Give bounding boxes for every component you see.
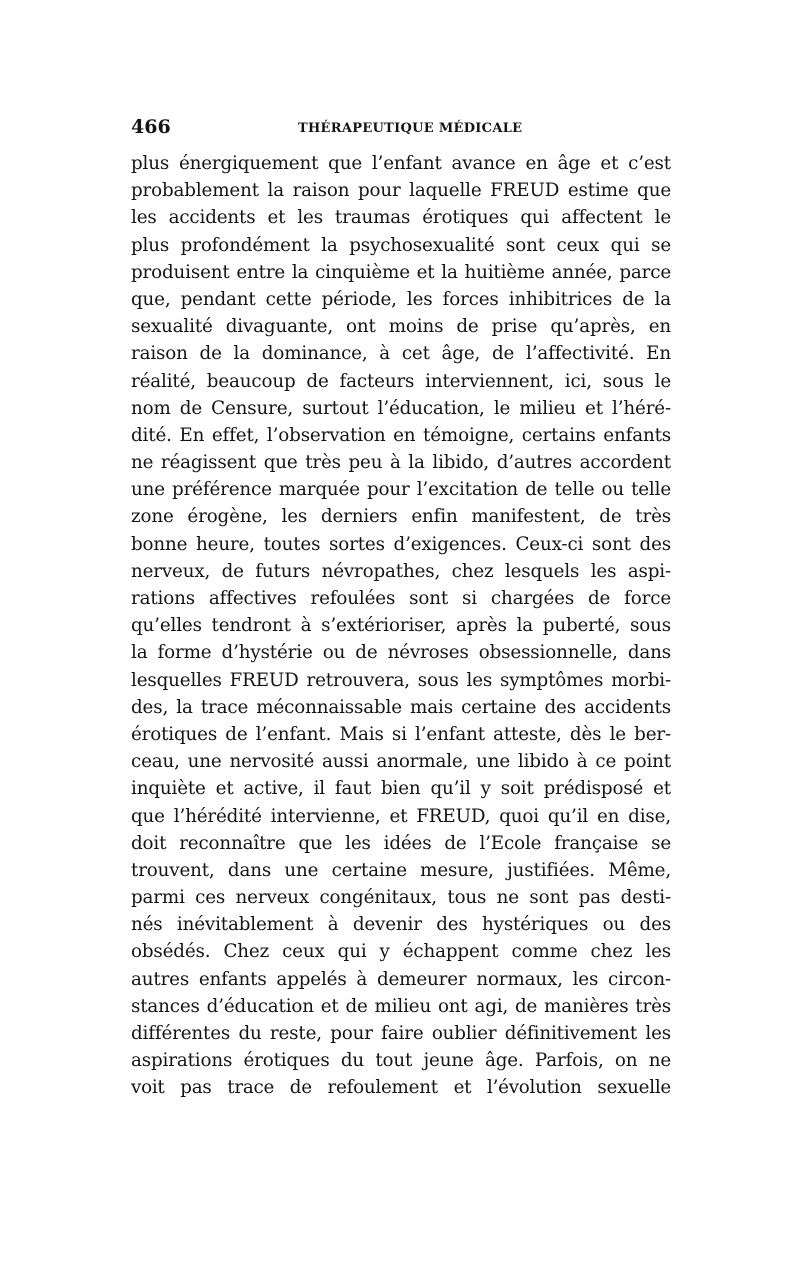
text-line: inquiète et active, il faut bien qu’il y soit prédisposé et [131,778,671,800]
text-line: différentes du reste, pour faire oublier définitivement les [131,1023,671,1044]
text-line: qu’elles tendront à s’extérioriser, après la puberté, sous [131,615,671,637]
text-line: stances d’éducation et de milieu ont agi, de manières très [131,995,671,1017]
text-line: la forme d’hystérie ou de névroses obsessionnelle, dans [131,642,671,664]
text-line: doit reconnaître que les idées de l’Ecole française se [131,832,671,854]
text-line: obsédés. Chez ceux qui y échappent comme chez les [131,941,671,963]
body-text [131,150,671,1102]
page-header [131,116,671,140]
text-line: trouvent, dans une certaine mesure, justifiées. Même, [131,859,671,881]
text-line: ne réagissent que très peu à la libido, d’autres accordent [131,452,671,474]
text-line: produisent entre la cinquième et la huitième année, parce [131,261,671,283]
text-line: bonne heure, toutes sortes d’exigences. Ceux-ci sont des [131,533,671,555]
text-line: que, pendant cette période, les forces inhibitrices de la [131,288,671,310]
text-line: les accidents et les traumas érotiques qui affectent le [131,207,671,229]
text-line: réalité, beaucoup de facteurs interviennent, ici, sous le [131,370,671,392]
text-line: que l’hérédité intervienne, et FREUD, quoi qu’il en dise, [131,805,671,827]
text-line: sexualité divaguante, ont moins de prise qu’après, en [131,316,671,338]
page-number: 466 [131,116,171,138]
running-title: THÉRAPEUTIQUE MÉDICALE [298,121,523,136]
text-line: érotiques de l’enfant. Mais si l’enfant atteste, dès le ber- [131,723,671,745]
text-line: dité. En effet, l’observation en témoigne, certains enfants [131,424,671,446]
text-line: zone érogène, les derniers enfin manifestent, de très [131,506,671,528]
text-line: ceau, une nervosité aussi anormale, une libido à ce point [131,751,671,773]
text-line: nerveux, de futurs névropathes, chez lesquels les aspi- [131,560,671,582]
text-line: nés inévitablement à devenir des hystériques ou des [131,914,671,936]
text-line: voit pas trace de refoulement et l’évolution sexuelle [131,1077,671,1099]
text-line: lesquelles FREUD retrouvera, sous les symptômes morbi- [131,669,671,691]
text-line: des, la trace méconnaissable mais certaine des accidents [131,696,671,718]
text-line: une préférence marquée pour l’excitation de telle ou telle [131,479,671,501]
text-line: rations affectives refoulées sont si chargées de force [131,588,671,609]
text-line: nom de Censure, surtout l’éducation, le milieu et l’héré- [131,397,671,419]
text-line: plus énergiquement que l’enfant avance en âge et c’est [131,153,671,174]
text-line: aspirations érotiques du tout jeune âge. Parfois, on ne [131,1050,671,1072]
text-line: autres enfants appelés à demeurer normaux, les circon- [131,968,671,990]
text-line: parmi ces nerveux congénitaux, tous ne sont pas desti- [131,887,671,909]
text-line: plus profondément la psychosexualité sont ceux qui se [131,234,671,256]
text-line: probablement la raison pour laquelle FREUD estime que [131,180,671,202]
text-line: raison de la dominance, à cet âge, de l’affectivité. En [131,343,671,365]
